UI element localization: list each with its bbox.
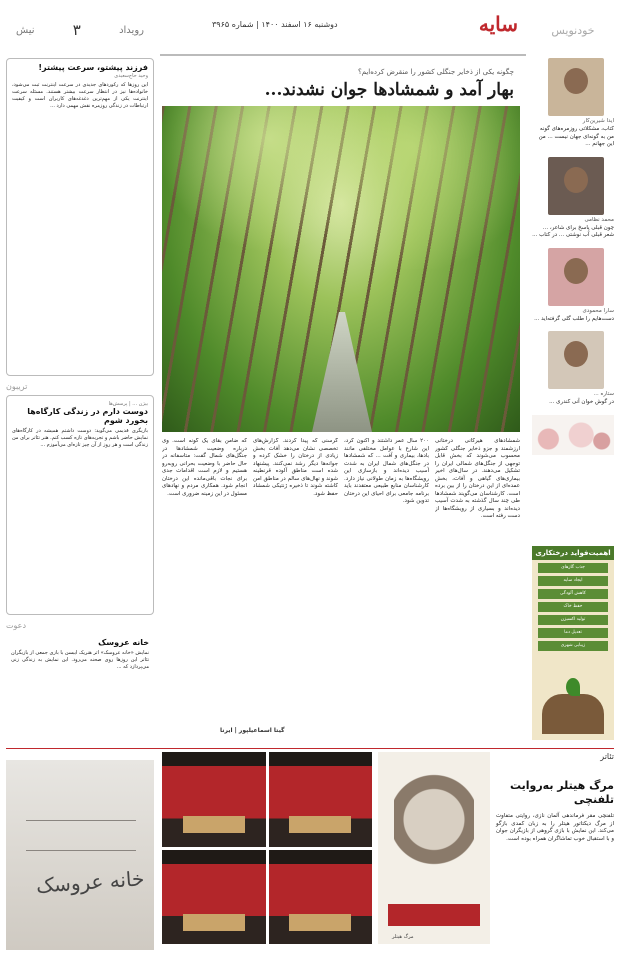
article-column: که ضامن بقای یک گونه است. وی درباره وضعیت شمشادها در جنگل‌های شمال گفت: متاسفانه در حال حاضر با وضعیت بحرانی روبه‌رو هستیم و لازم است اقدامات جدی برای نجات باقی‌مانده این درختان انجام شود. همکاری مردم و نهادهای مسئول در این زمینه ضروری است. (162, 438, 247, 497)
doll-house-image (6, 760, 154, 950)
masthead-logo: سایه (478, 12, 518, 36)
ad-row: حفظ خاک (538, 602, 608, 612)
section-number: ۳ (72, 21, 81, 39)
writer-text: کتاب، مشکلاتی روزمره‌های گونه من به گونه‌ای جهان نیست ... من این جهانم ... (538, 126, 614, 147)
stage-photo (269, 850, 373, 945)
writer-name: محمد نظامی (584, 216, 614, 223)
writer-item (532, 157, 614, 240)
writer-text: چون قبلی پاسخ برای شاعر، ... شعر قبلی آب نوشتی ... در کتاب ... (532, 224, 614, 238)
article-column: شمشادهای هیرکانی درختانی ارزشمند و جزو ذخایر جنگلی کشور محسوب می‌شوند که بخش قابل توجهی از جنگل‌های شمالی ایران را تشکیل می‌دهند. در سال‌های اخیر بیماری‌های گیاهی و آفات، بخش عمده‌ای از این درختان را از بین برده است. کارشناسان می‌گویند شمشادها طی چند سال گذشته به شدت آسیب دیده‌اند و بسیاری از رویشگاه‌ها از دست رفته است. (435, 438, 520, 519)
tree-planting-ad (532, 546, 614, 740)
play-poster (378, 752, 490, 944)
theater-review (496, 752, 614, 944)
left-label: نیش (16, 24, 35, 36)
flowers-decoration (532, 415, 614, 455)
header-right (532, 6, 614, 54)
review-tag: تئاتر (600, 752, 614, 761)
ad-row: تعدیل دما (538, 628, 608, 638)
writer-name: ایدا شیرین‌کار (582, 118, 614, 124)
writer-photo (548, 157, 604, 215)
writer-item (532, 331, 614, 407)
opinion-box (6, 58, 154, 376)
ad-row: تولید اکسیژن (538, 615, 608, 625)
section-label-invite: دعوت (6, 621, 26, 630)
interview-box (6, 395, 154, 615)
writer-text: دست‌هایم را طلب گلی گرفته‌اید ... (534, 315, 614, 322)
article-headline: بهار آمد و شمشادها جوان نشدند... (264, 80, 514, 100)
forest-road (312, 312, 372, 432)
forest-canopy (162, 106, 520, 269)
interview-sub: بیژن ... | پرسش‌ها (108, 401, 148, 407)
page-header (6, 6, 614, 54)
writer-item (532, 248, 614, 324)
article-column: گرسنی که پیدا کردند. گزارش‌های تخصصی نشان می‌دهد آفات بخش زیادی از درختان را خشک کرده و جوانه‌ها دیگر رشد نمی‌کنند. پیشنهاد شده است مناطق آلوده قرنطینه شوند و نهال‌های سالم در مناطق امن کاشته شوند تا ذخیره ژنتیکی شمشاد حفظ شود. (253, 438, 338, 497)
stage-photos (162, 752, 372, 944)
interview-text: بازیگری قدیمی می‌گوید: دوست داشتم همیشه در کارگاه‌های نمایش حاضر باشم و تجربه‌های تازه کسب کنم. هنر تئاتر برای من زندگی است و هر روز از آن چیز تازه‌ای می‌آموزم ... (12, 428, 148, 448)
theater-text: نمایش «خانه عروسک» اثر هنریک ایبسن با بازی جمعی از بازیگران تئاتر این روزها روی صحنه می‌رود. این نمایش به زندگی زنی می‌پردازد که ... (11, 650, 149, 670)
bottom-strip (6, 752, 614, 952)
writers-column (532, 58, 614, 618)
writer-photo (548, 331, 604, 389)
poster-face (394, 770, 474, 880)
right-label: خودنویس (551, 23, 595, 37)
interview-title: دوست دارم در زندگی کارگاه‌ها بخورد شوم (27, 407, 148, 425)
opinion-author: وحید حاج‌سعیدی (114, 73, 148, 79)
writer-name: ستاره ... (593, 391, 614, 397)
stage-photo (162, 850, 266, 945)
main-article (162, 58, 520, 746)
review-title: مرگ هیتلر به‌روایت تلفنچی (509, 779, 614, 806)
poster-caption: مرگ هیتلر (392, 934, 414, 940)
article-column: ۲۰۰ سال عمر داشتند و اکنون کرد، این شارع با عوامل مختلفی مانند بادها، بیماری و آفت ... که شمشادها در جنگل‌های شمال ایران به شدت آسیب دیده‌اند و بازسازی این رویشگاه‌ها به زمان طولانی نیاز دارد. کارشناسان منابع طبیعی معتقدند باید برنامه جامعی برای احیای این درختان تدوین شود. (344, 438, 429, 504)
header-left (6, 6, 154, 54)
writer-text: در گوش خوان آنی کندری ... (549, 399, 614, 405)
writer-photo (548, 248, 604, 306)
writer-name: سارا محمودی (582, 307, 614, 314)
article-body (162, 438, 520, 738)
section-label-tribune: تریبون (6, 382, 28, 391)
writer-item (532, 58, 614, 149)
opinion-text: این روزها که رکوردهای جدیدی در سرعت اینترنت ثبت می‌شود، خانواده‌ها نیز در انتظار سرعت بیشتر هستند. مسئله سرعت اینترنت یکی از مهم‌ترین دغدغه‌های کاربران است و کیفیت ارتباطات در زندگی روزمره نقش مهمی دارد ... (12, 82, 148, 109)
theater-box (6, 634, 154, 752)
bottom-divider (6, 748, 614, 749)
ad-title: اهمیت‌فواید درختکاری (532, 546, 614, 560)
opinion-title: فرزند پیشتو، سرعت پیشتر! (38, 63, 148, 72)
ad-row: جذب گازهای (538, 563, 608, 573)
sketch-line (26, 850, 136, 851)
ad-row: ایجاد سایه (538, 576, 608, 586)
sketch-line (26, 820, 136, 821)
review-text: تلفنچی مقر فرماندهی آلمان نازی، روایتی متفاوت از مرگ دیکتاتور هیتلر را به زبان کمدی بازگو می‌کند. این نمایش با بازی گروهی از بازیگران جوان و با استقبال خوب تماشاگران همراه بوده است. (496, 813, 614, 842)
header-main (160, 6, 526, 56)
theater-title: خانه عروسک (98, 638, 149, 647)
stage-photo (269, 752, 373, 847)
ad-row: کاهش آلودگی (538, 589, 608, 599)
article-credit: گیتا اسماعیلپور | ایرنا (220, 727, 285, 734)
doll-house-title: خانه عروسک (35, 866, 146, 898)
writer-photo (548, 58, 604, 116)
section-name: رویداد (119, 24, 144, 36)
ad-row: زیبایی شهری (538, 641, 608, 651)
poster-band (388, 904, 480, 926)
issue-date: دوشنبه ۱۶ اسفند ۱۴۰۰ | شماره ۳۹۶۵ (212, 20, 338, 29)
plant-icon (542, 694, 604, 734)
left-column (6, 58, 154, 746)
forest-photo (162, 106, 520, 432)
article-kicker: چگونه یکی از ذخایر جنگلی کشور را منقرض کرده‌ایم؟ (357, 68, 514, 76)
stage-photo (162, 752, 266, 847)
